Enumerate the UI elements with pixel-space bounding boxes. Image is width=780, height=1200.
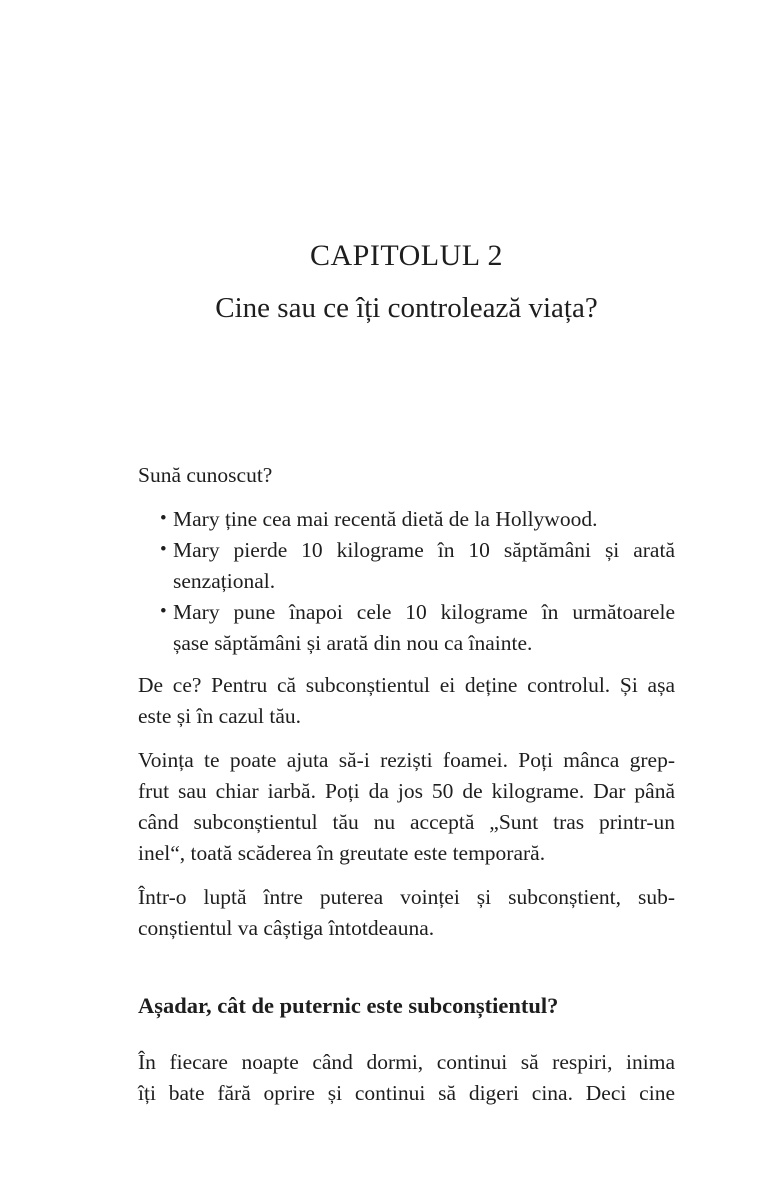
paragraph — [138, 745, 675, 869]
text-line: șase săptămâni și arată din nou ca înainte. — [173, 631, 533, 655]
bullet-item — [138, 504, 675, 535]
bullet-text — [173, 597, 675, 659]
text-line: inel“, toată scăderea în greutate este temporară. — [138, 841, 546, 865]
text-line: De ce? Pentru că subconștientul ei deține controlul. Și așa — [138, 673, 675, 697]
bullet-list — [138, 504, 675, 659]
text-line: când subconștientul tău nu acceptă „Sunt tras printr-un — [138, 810, 675, 834]
chapter-title: Cine sau ce îți controlează viața? — [215, 292, 598, 324]
paragraph — [138, 882, 675, 944]
text-line: Într-o luptă între puterea voinței și subconștient, sub- — [138, 885, 675, 909]
paragraph — [138, 670, 675, 732]
text-line: Mary pune înapoi cele 10 kilograme în următoarele — [173, 600, 675, 624]
text-line: frut sau chiar iarbă. Poți da jos 50 de kilograme. Dar până — [138, 779, 675, 803]
text-line: senzațional. — [173, 569, 276, 593]
bullet-icon: • — [160, 508, 167, 529]
body-paragraphs — [138, 670, 675, 957]
paragraph — [138, 1047, 675, 1109]
text-line: conștientul va câștiga întotdeauna. — [138, 916, 435, 940]
text-line: este și în cazul tău. — [138, 704, 301, 728]
bullet-item — [138, 535, 675, 597]
text-column — [138, 0, 675, 1200]
text-line: Mary pierde 10 kilograme în 10 săptămâni și arată — [173, 538, 675, 562]
bullet-icon: • — [160, 601, 167, 622]
chapter-label: CAPITOLUL 2 — [310, 239, 503, 272]
text-line: În fiecare noapte când dormi, continui să respiri, inima — [138, 1050, 675, 1074]
text-line: Mary ține cea mai recentă dietă de la Hollywood. — [173, 507, 598, 531]
intro-line: Sună cunoscut? — [138, 463, 273, 487]
section-heading: Așadar, cât de puternic este subconștientul? — [138, 993, 559, 1018]
bullet-icon: • — [160, 539, 167, 560]
bullet-text — [173, 504, 675, 535]
text-line: Voința te poate ajuta să-i reziști foamei. Poți mânca grep- — [138, 748, 675, 772]
bullet-item — [138, 597, 675, 659]
bullet-text — [173, 535, 675, 597]
text-line: îți bate fără oprire și continui să digeri cina. Deci cine — [138, 1081, 675, 1105]
closing-paragraphs — [138, 1047, 675, 1122]
